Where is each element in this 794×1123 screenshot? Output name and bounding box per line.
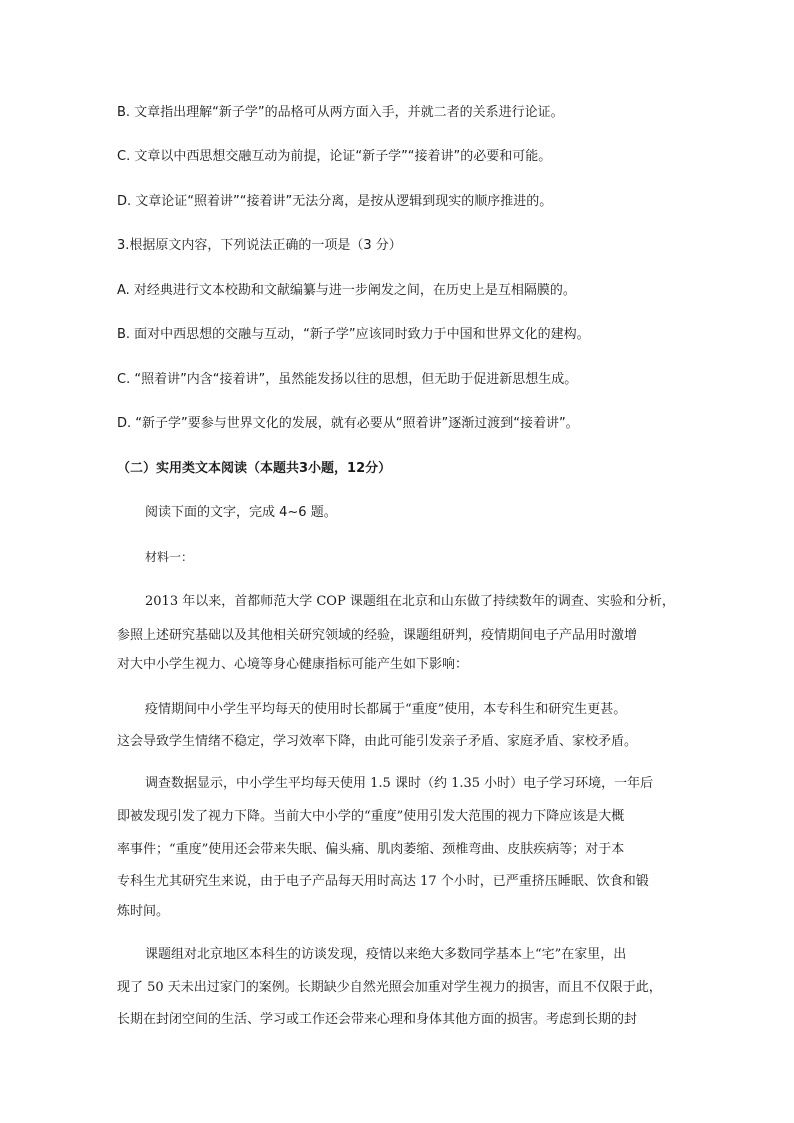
material-line: 调查数据显示，中小学生平均每天使用 1.5 课时（约 1.35 小时）电子学习环境，一年后	[145, 776, 654, 791]
reading-instruction: 阅读下面的文字，完成 4~6 题。	[145, 505, 337, 520]
material-line: 参照上述研究基础以及其他相关研究领域的经验，课题组研判，疫情期间电子产品用时激增	[117, 628, 638, 643]
material-line: 即被发现引发了视力下降。当前大中小学的“重度”使用引发大范围的视力下降应该是大概	[117, 809, 625, 824]
option-c-q2: C. 文章以中西思想交融互动为前提，论证“新子学”“接着讲”的必要和可能。	[117, 149, 552, 164]
material-line: 现了 50 天未出过家门的案例。长期缺少自然光照会加重对学生视力的损害，而且不仅限于此，	[117, 980, 662, 995]
option-c-q3: C. “照着讲”内含“接着讲”，虽然能发扬以往的思想，但无助于促进新思想生成。	[117, 372, 578, 387]
question-3-stem: 3.根据原文内容，下列说法正确的一项是（3 分）	[117, 238, 402, 253]
option-d-q2: D. 文章论证“照着讲”“接着讲”无法分离，是按从逻辑到现实的顺序推进的。	[117, 194, 553, 209]
material-line: 对大中小学生视力、心境等身心健康指标可能产生如下影响：	[117, 657, 469, 672]
material-line: 课题组对北京地区本科生的访谈发现，疫情以来绝大多数同学基本上“宅”在家里，出	[145, 947, 627, 962]
material-line: 疫情期间中小学生平均每天的使用时长都属于“重度”使用，本专科生和研究生更甚。	[145, 702, 627, 717]
material-line: 2013 年以来，首都师范大学 COP 课题组在北京和山东做了持续数年的调查、实验和分析，	[145, 594, 675, 609]
material-label: 材料一：	[145, 550, 194, 564]
material-line: 炼时间。	[117, 904, 170, 919]
section-heading: （二）实用类文本阅读（本题共3小题，12分）	[117, 461, 392, 476]
option-b-q3: B. 面对中西思想的交融与互动，“新子学”应该同时致力于中国和世界文化的建构。	[117, 327, 590, 342]
material-line: 长期在封闭空间的生活、学习或工作还会带来心理和身体其他方面的损害。考虑到长期的封	[117, 1012, 638, 1027]
option-a-q3: A. 对经典进行文本校勘和文献编纂与进一步阐发之间，在历史上是互相隔膜的。	[117, 283, 576, 298]
material-line: 这会导致学生情绪不稳定，学习效率下降，由此可能引发亲子矛盾、家庭矛盾、家校矛盾。	[117, 734, 638, 749]
option-b-q2: B. 文章指出理解“新子学”的品格可从两方面入手，并就二者的关系进行论证。	[117, 105, 564, 120]
option-d-q3: D. “新子学”要参与世界文化的发展，就有必要从“照着讲”逐渐过渡到“接着讲”。	[117, 416, 579, 431]
material-line: 专科生尤其研究生来说，由于电子产品每天用时高达 17 个小时，已严重挤压睡眠、饮食和锻	[117, 874, 649, 889]
material-line: 率事件；“重度”使用还会带来失眠、偏头痛、肌肉萎缩、颈椎弯曲、皮肤疾病等；对于本	[117, 842, 625, 857]
